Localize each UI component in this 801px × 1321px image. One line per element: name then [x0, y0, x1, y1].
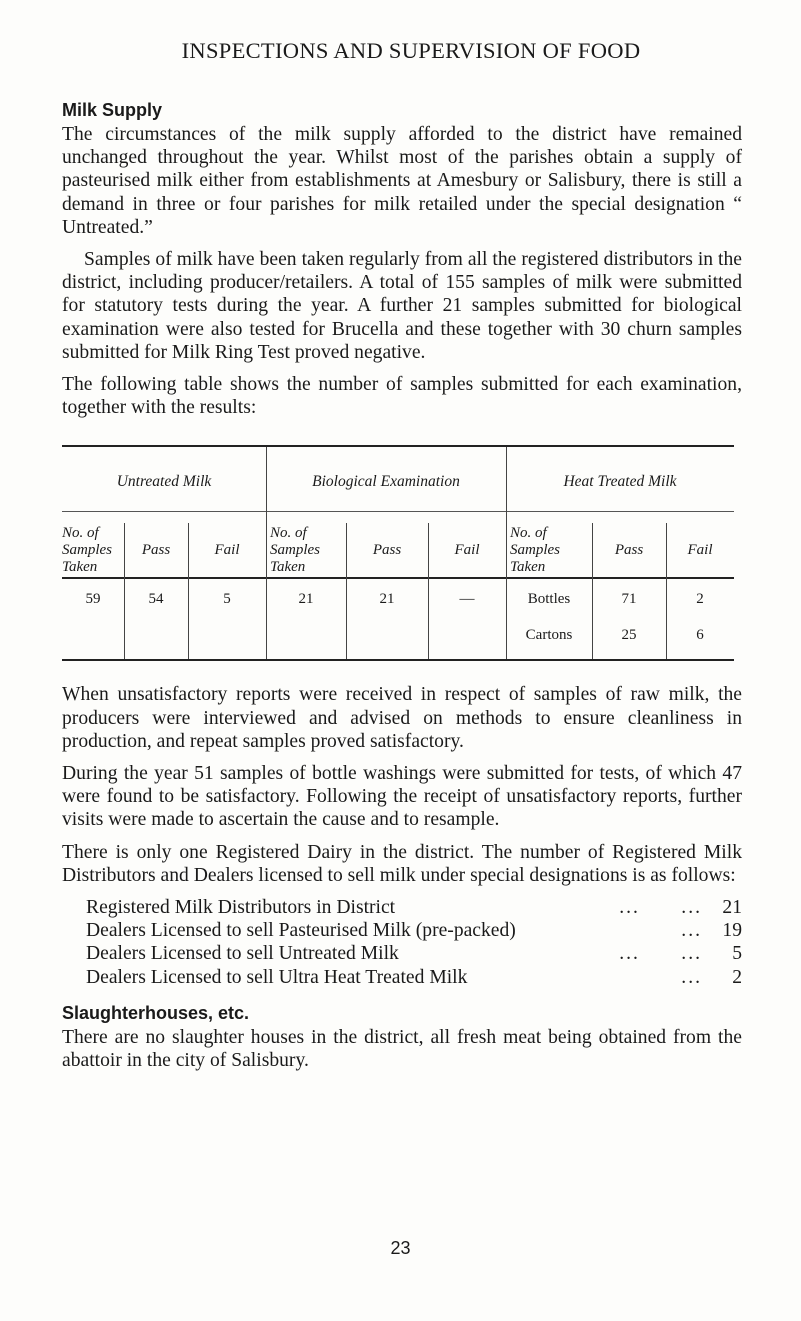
list-item: Dealers Licensed to sell Ultra Heat Treated Milk ... 2: [86, 966, 742, 988]
list-item: Registered Milk Distributors in District ... ... 21: [86, 897, 742, 919]
paragraph-4: When unsatisfactory reports were received in respect of samples of raw milk, the producers were interviewed and advised on methods to ensure cleanliness in production, and repeat samples proved satisfactory.: [62, 684, 742, 752]
paragraph-7: There are no slaughter houses in the district, all fresh meat being obtained from the abattoir in the city of Salisbury.: [62, 1026, 742, 1072]
milk-samples-table: [62, 445, 734, 665]
table-header-rule: [62, 511, 734, 512]
group-header-heat: Heat Treated Milk: [563, 473, 677, 491]
group-header-biological: Biological Examination: [312, 473, 460, 491]
table-cell: —: [459, 591, 475, 608]
col-header-fail: Fail: [214, 542, 240, 559]
col-header-pass: Pass: [614, 542, 644, 559]
table-cell: 5: [223, 591, 231, 608]
table-cell: Cartons: [525, 627, 573, 644]
list-item: Dealers Licensed to sell Untreated Milk ... ... 5: [86, 943, 742, 965]
table-cell: 21: [298, 591, 314, 608]
col-header-samples-taken: No. of Samples Taken: [62, 525, 112, 576]
page-title: INSPECTIONS AND SUPERVISION OF FOOD: [181, 38, 641, 63]
table-cell: 6: [696, 627, 704, 644]
table-cell: 21: [379, 591, 395, 608]
col-header-fail: Fail: [454, 542, 480, 559]
table-subheader-rule: [62, 577, 734, 579]
col-header-samples-taken: No. of Samples Taken: [270, 525, 320, 576]
list-item: Dealers Licensed to sell Pasteurised Milk (pre-packed) ... 19: [86, 920, 742, 942]
table-cell: 59: [85, 591, 101, 608]
table-cell: 71: [621, 591, 637, 608]
col-header-samples-taken: No. of Samples Taken: [510, 525, 560, 576]
paragraph-3: The following table shows the number of samples submitted for each examination, together with the results:: [62, 374, 742, 419]
col-header-pass: Pass: [372, 542, 402, 559]
table-cell: 2: [696, 591, 704, 608]
paragraph-6: There is only one Registered Dairy in the district. The number of Registered Milk Distributors and Dealers licensed to sell milk under special designations is as follows:: [62, 841, 742, 886]
col-header-pass: Pass: [141, 542, 171, 559]
table-cell: 54: [148, 591, 164, 608]
group-header-untreated: Untreated Milk: [116, 473, 212, 491]
paragraph-2: Samples of milk have been taken regularly from all the registered distributors in the district, including producer/retailers. A total of 155 samples of milk were submitted for statutory tests during the year. A further 21 samples submitted for biological examination were also tested for Brucella and these together with 30 churn samples submitted for Milk Ring Test proved negative.: [62, 249, 742, 363]
milk-supply-heading: Milk Supply: [62, 100, 163, 120]
col-header-fail: Fail: [687, 542, 713, 559]
page-number: 23: [390, 1238, 411, 1258]
document-page: [62, 38, 742, 1081]
table-cell: Bottles: [527, 591, 571, 608]
slaughterhouses-heading: Slaughterhouses, etc.: [62, 1002, 250, 1023]
paragraph-1: The circumstances of the milk supply afforded to the district have remained unchanged throughout the year. Whilst most of the parishes obtain a supply of pasteurised milk either from establishments at Amesbury or Salisbury, there is still a demand in three or four parishes for milk retailed under the special designation “ Untreated.”: [62, 124, 742, 238]
table-top-rule: [62, 445, 734, 447]
paragraph-5: During the year 51 samples of bottle washings were submitted for tests, of which 47 were found to be satisfactory. Following the receipt of unsatisfactory reports, further visits were made to ascertain the cause and to resample.: [62, 763, 742, 831]
licence-list: [86, 896, 742, 989]
table-bottom-rule: [62, 659, 734, 661]
table-cell: 25: [621, 627, 637, 644]
